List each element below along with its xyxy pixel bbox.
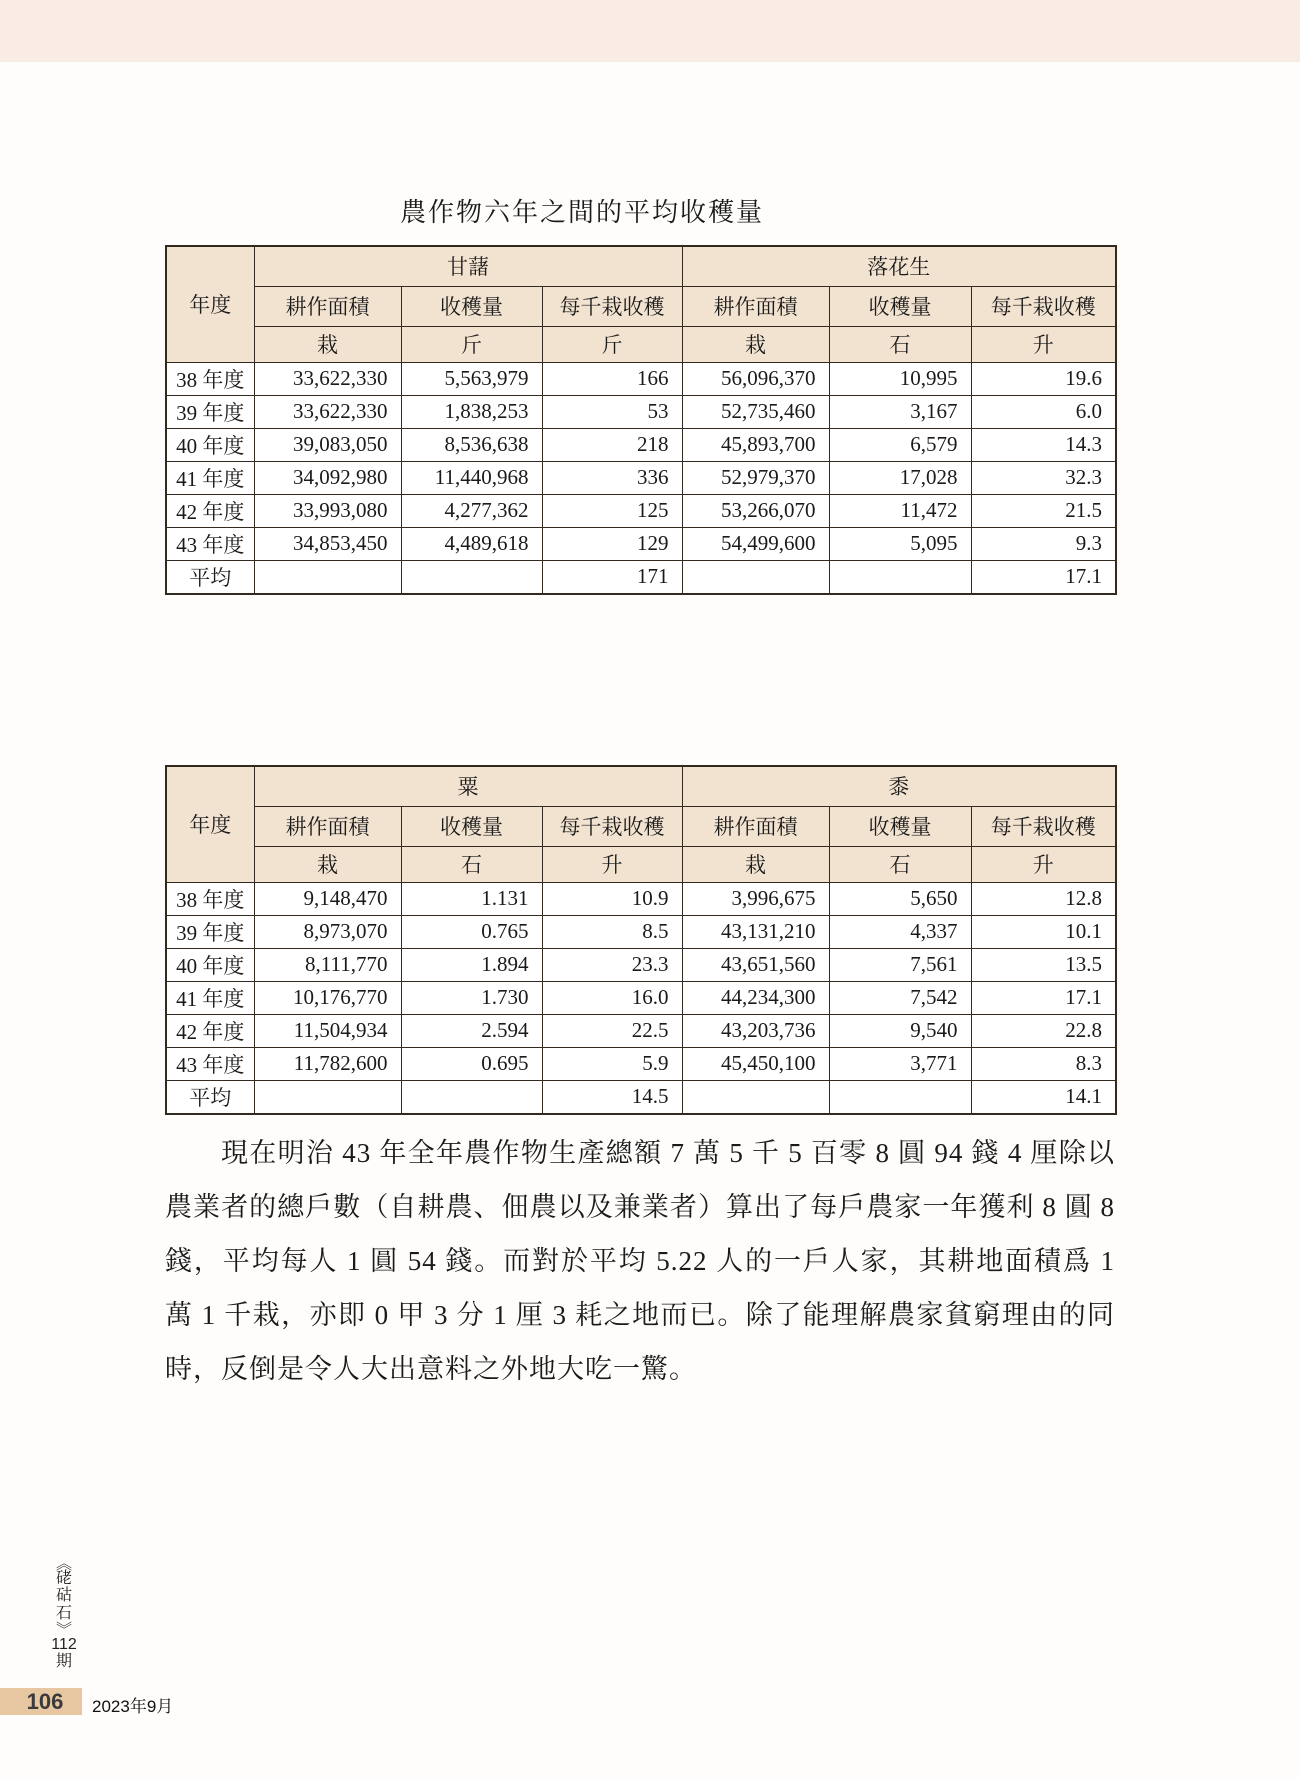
unit-header: 升 [542,846,682,882]
unit-header: 石 [401,846,542,882]
value-cell: 0.695 [401,1047,542,1080]
value-cell: 45,450,100 [682,1047,829,1080]
table-row [166,806,1116,846]
table-row [166,981,1116,1014]
value-cell: 22.8 [971,1014,1116,1047]
value-cell [254,560,401,594]
value-cell: 22.5 [542,1014,682,1047]
value-cell: 44,234,300 [682,981,829,1014]
column-header: 收穫量 [401,286,542,326]
value-cell: 0.765 [401,915,542,948]
value-cell: 53 [542,395,682,428]
value-cell: 9.3 [971,527,1116,560]
value-cell: 5,563,979 [401,362,542,395]
year-cell: 41 年度 [166,981,254,1014]
issue-suffix: 期 [55,1653,72,1671]
value-cell: 10.9 [542,882,682,915]
column-header: 每千栽收穫 [971,286,1116,326]
value-cell: 11,440,968 [401,461,542,494]
value-cell: 3,771 [829,1047,971,1080]
table-row [166,494,1116,527]
year-cell: 38 年度 [166,882,254,915]
table-row [166,846,1116,882]
value-cell: 52,979,370 [682,461,829,494]
value-cell: 11,782,600 [254,1047,401,1080]
table-row [166,362,1116,395]
crop-group-header: 粟 [254,766,682,806]
page-top-band [0,0,1300,62]
body-paragraph: 現在明治 43 年全年農作物生產總額 7 萬 5 千 5 百零 8 圓 94 錢 4 厘除以農業者的總戶數（自耕農、佃農以及兼業者）算出了每戶農家一年獲利 8 圓 8 錢，平均每人 1 圓 54 錢。而對於平均 5.22 人的一戶人家，其耕地面積爲 1 萬 1 千栽，亦即 0 甲 3 分 1 厘 3 耗之地而已。除了能理解農家貧窮理由的同時，反倒是令人大出意料之外地大吃一驚。 [165,1138,1115,1384]
value-cell [829,560,971,594]
value-cell: 171 [542,560,682,594]
close-bracket: 》 [53,1620,71,1637]
page-title: 農作物六年之間的平均收穫量 [399,198,764,227]
value-cell [401,560,542,594]
value-cell: 34,853,450 [254,527,401,560]
value-cell: 12.8 [971,882,1116,915]
unit-header: 斤 [542,326,682,362]
value-cell: 1.730 [401,981,542,1014]
value-cell: 6,579 [829,428,971,461]
column-header: 每千栽收穫 [542,286,682,326]
table-row [166,1080,1116,1114]
table-row [166,461,1116,494]
table-row [166,286,1116,326]
value-cell: 10,176,770 [254,981,401,1014]
table-row [166,882,1116,915]
value-cell: 33,622,330 [254,362,401,395]
unit-header: 升 [971,326,1116,362]
value-cell: 166 [542,362,682,395]
issue-number: 112 [51,1635,77,1653]
journal-title-vertical [44,1556,84,1670]
value-cell: 43,651,560 [682,948,829,981]
year-cell: 42 年度 [166,494,254,527]
unit-header: 栽 [254,846,401,882]
value-cell: 10.1 [971,915,1116,948]
value-cell: 54,499,600 [682,527,829,560]
value-cell: 45,893,700 [682,428,829,461]
column-header: 收穫量 [829,286,971,326]
open-bracket: 《 [53,1554,71,1572]
value-cell: 13.5 [971,948,1116,981]
unit-header: 栽 [682,846,829,882]
value-cell: 7,561 [829,948,971,981]
value-cell: 5,095 [829,527,971,560]
year-column-header: 年度 [166,246,254,362]
column-header: 每千栽收穫 [971,806,1116,846]
value-cell: 1,838,253 [401,395,542,428]
table-row [166,560,1116,594]
page-number: 106 [26,1688,64,1714]
year-cell: 39 年度 [166,915,254,948]
table-row [166,326,1116,362]
year-column-header: 年度 [166,766,254,882]
value-cell: 53,266,070 [682,494,829,527]
column-header: 收穫量 [829,806,971,846]
value-cell: 52,735,460 [682,395,829,428]
value-cell: 33,993,080 [254,494,401,527]
value-cell [401,1080,542,1114]
year-cell: 43 年度 [166,1047,254,1080]
value-cell: 11,472 [829,494,971,527]
year-cell: 平均 [166,1080,254,1114]
unit-header: 石 [829,326,971,362]
column-header: 耕作面積 [682,286,829,326]
value-cell: 4,277,362 [401,494,542,527]
journal-char: 石 [55,1604,72,1622]
value-cell: 5.9 [542,1047,682,1080]
column-header: 耕作面積 [682,806,829,846]
table-row [166,1014,1116,1047]
value-cell: 21.5 [971,494,1116,527]
value-cell: 6.0 [971,395,1116,428]
crop-group-header: 黍 [682,766,1116,806]
year-cell: 40 年度 [166,948,254,981]
column-header: 耕作面積 [254,806,401,846]
value-cell: 17.1 [971,560,1116,594]
unit-header: 栽 [682,326,829,362]
value-cell [682,1080,829,1114]
issue-date: 2023年9月 [92,1697,174,1716]
value-cell: 8,973,070 [254,915,401,948]
table-row [166,395,1116,428]
value-cell: 1.894 [401,948,542,981]
value-cell: 33,622,330 [254,395,401,428]
value-cell: 16.0 [542,981,682,1014]
value-cell [682,560,829,594]
value-cell: 43,203,736 [682,1014,829,1047]
value-cell: 3,996,675 [682,882,829,915]
value-cell: 9,540 [829,1014,971,1047]
column-header: 耕作面積 [254,286,401,326]
crops-table-sweet-potato-peanut [165,245,1117,595]
value-cell: 14.3 [971,428,1116,461]
value-cell: 17,028 [829,461,971,494]
table-row [166,915,1116,948]
year-cell: 39 年度 [166,395,254,428]
table-row [166,766,1116,806]
value-cell: 8,111,770 [254,948,401,981]
value-cell [254,1080,401,1114]
value-cell: 125 [542,494,682,527]
unit-header: 石 [829,846,971,882]
column-header: 每千栽收穫 [542,806,682,846]
column-header: 收穫量 [401,806,542,846]
value-cell: 4,337 [829,915,971,948]
value-cell: 39,083,050 [254,428,401,461]
year-cell: 42 年度 [166,1014,254,1047]
value-cell: 8.3 [971,1047,1116,1080]
value-cell: 19.6 [971,362,1116,395]
journal-char: 硓 [55,1570,72,1587]
table-row [166,948,1116,981]
value-cell: 5,650 [829,882,971,915]
value-cell: 3,167 [829,395,971,428]
value-cell: 43,131,210 [682,915,829,948]
crop-group-header: 落花生 [682,246,1116,286]
value-cell: 10,995 [829,362,971,395]
value-cell: 2.594 [401,1014,542,1047]
value-cell: 14.5 [542,1080,682,1114]
value-cell: 7,542 [829,981,971,1014]
value-cell: 32.3 [971,461,1116,494]
value-cell: 8.5 [542,915,682,948]
value-cell: 9,148,470 [254,882,401,915]
table-row [166,246,1116,286]
unit-header: 栽 [254,326,401,362]
journal-char: 𥑮 [55,1587,72,1605]
crops-table-millet-proso [165,765,1117,1115]
table-row [166,527,1116,560]
year-cell: 38 年度 [166,362,254,395]
unit-header: 升 [971,846,1116,882]
table-row [166,1047,1116,1080]
value-cell: 129 [542,527,682,560]
value-cell: 1.131 [401,882,542,915]
value-cell: 17.1 [971,981,1116,1014]
value-cell: 8,536,638 [401,428,542,461]
page-number-box [0,1688,82,1715]
unit-header: 斤 [401,326,542,362]
year-cell: 41 年度 [166,461,254,494]
value-cell: 14.1 [971,1080,1116,1114]
value-cell: 56,096,370 [682,362,829,395]
year-cell: 40 年度 [166,428,254,461]
value-cell: 23.3 [542,948,682,981]
value-cell: 218 [542,428,682,461]
value-cell [829,1080,971,1114]
crop-group-header: 甘藷 [254,246,682,286]
value-cell: 11,504,934 [254,1014,401,1047]
value-cell: 34,092,980 [254,461,401,494]
year-cell: 平均 [166,560,254,594]
table-row [166,428,1116,461]
year-cell: 43 年度 [166,527,254,560]
value-cell: 4,489,618 [401,527,542,560]
value-cell: 336 [542,461,682,494]
